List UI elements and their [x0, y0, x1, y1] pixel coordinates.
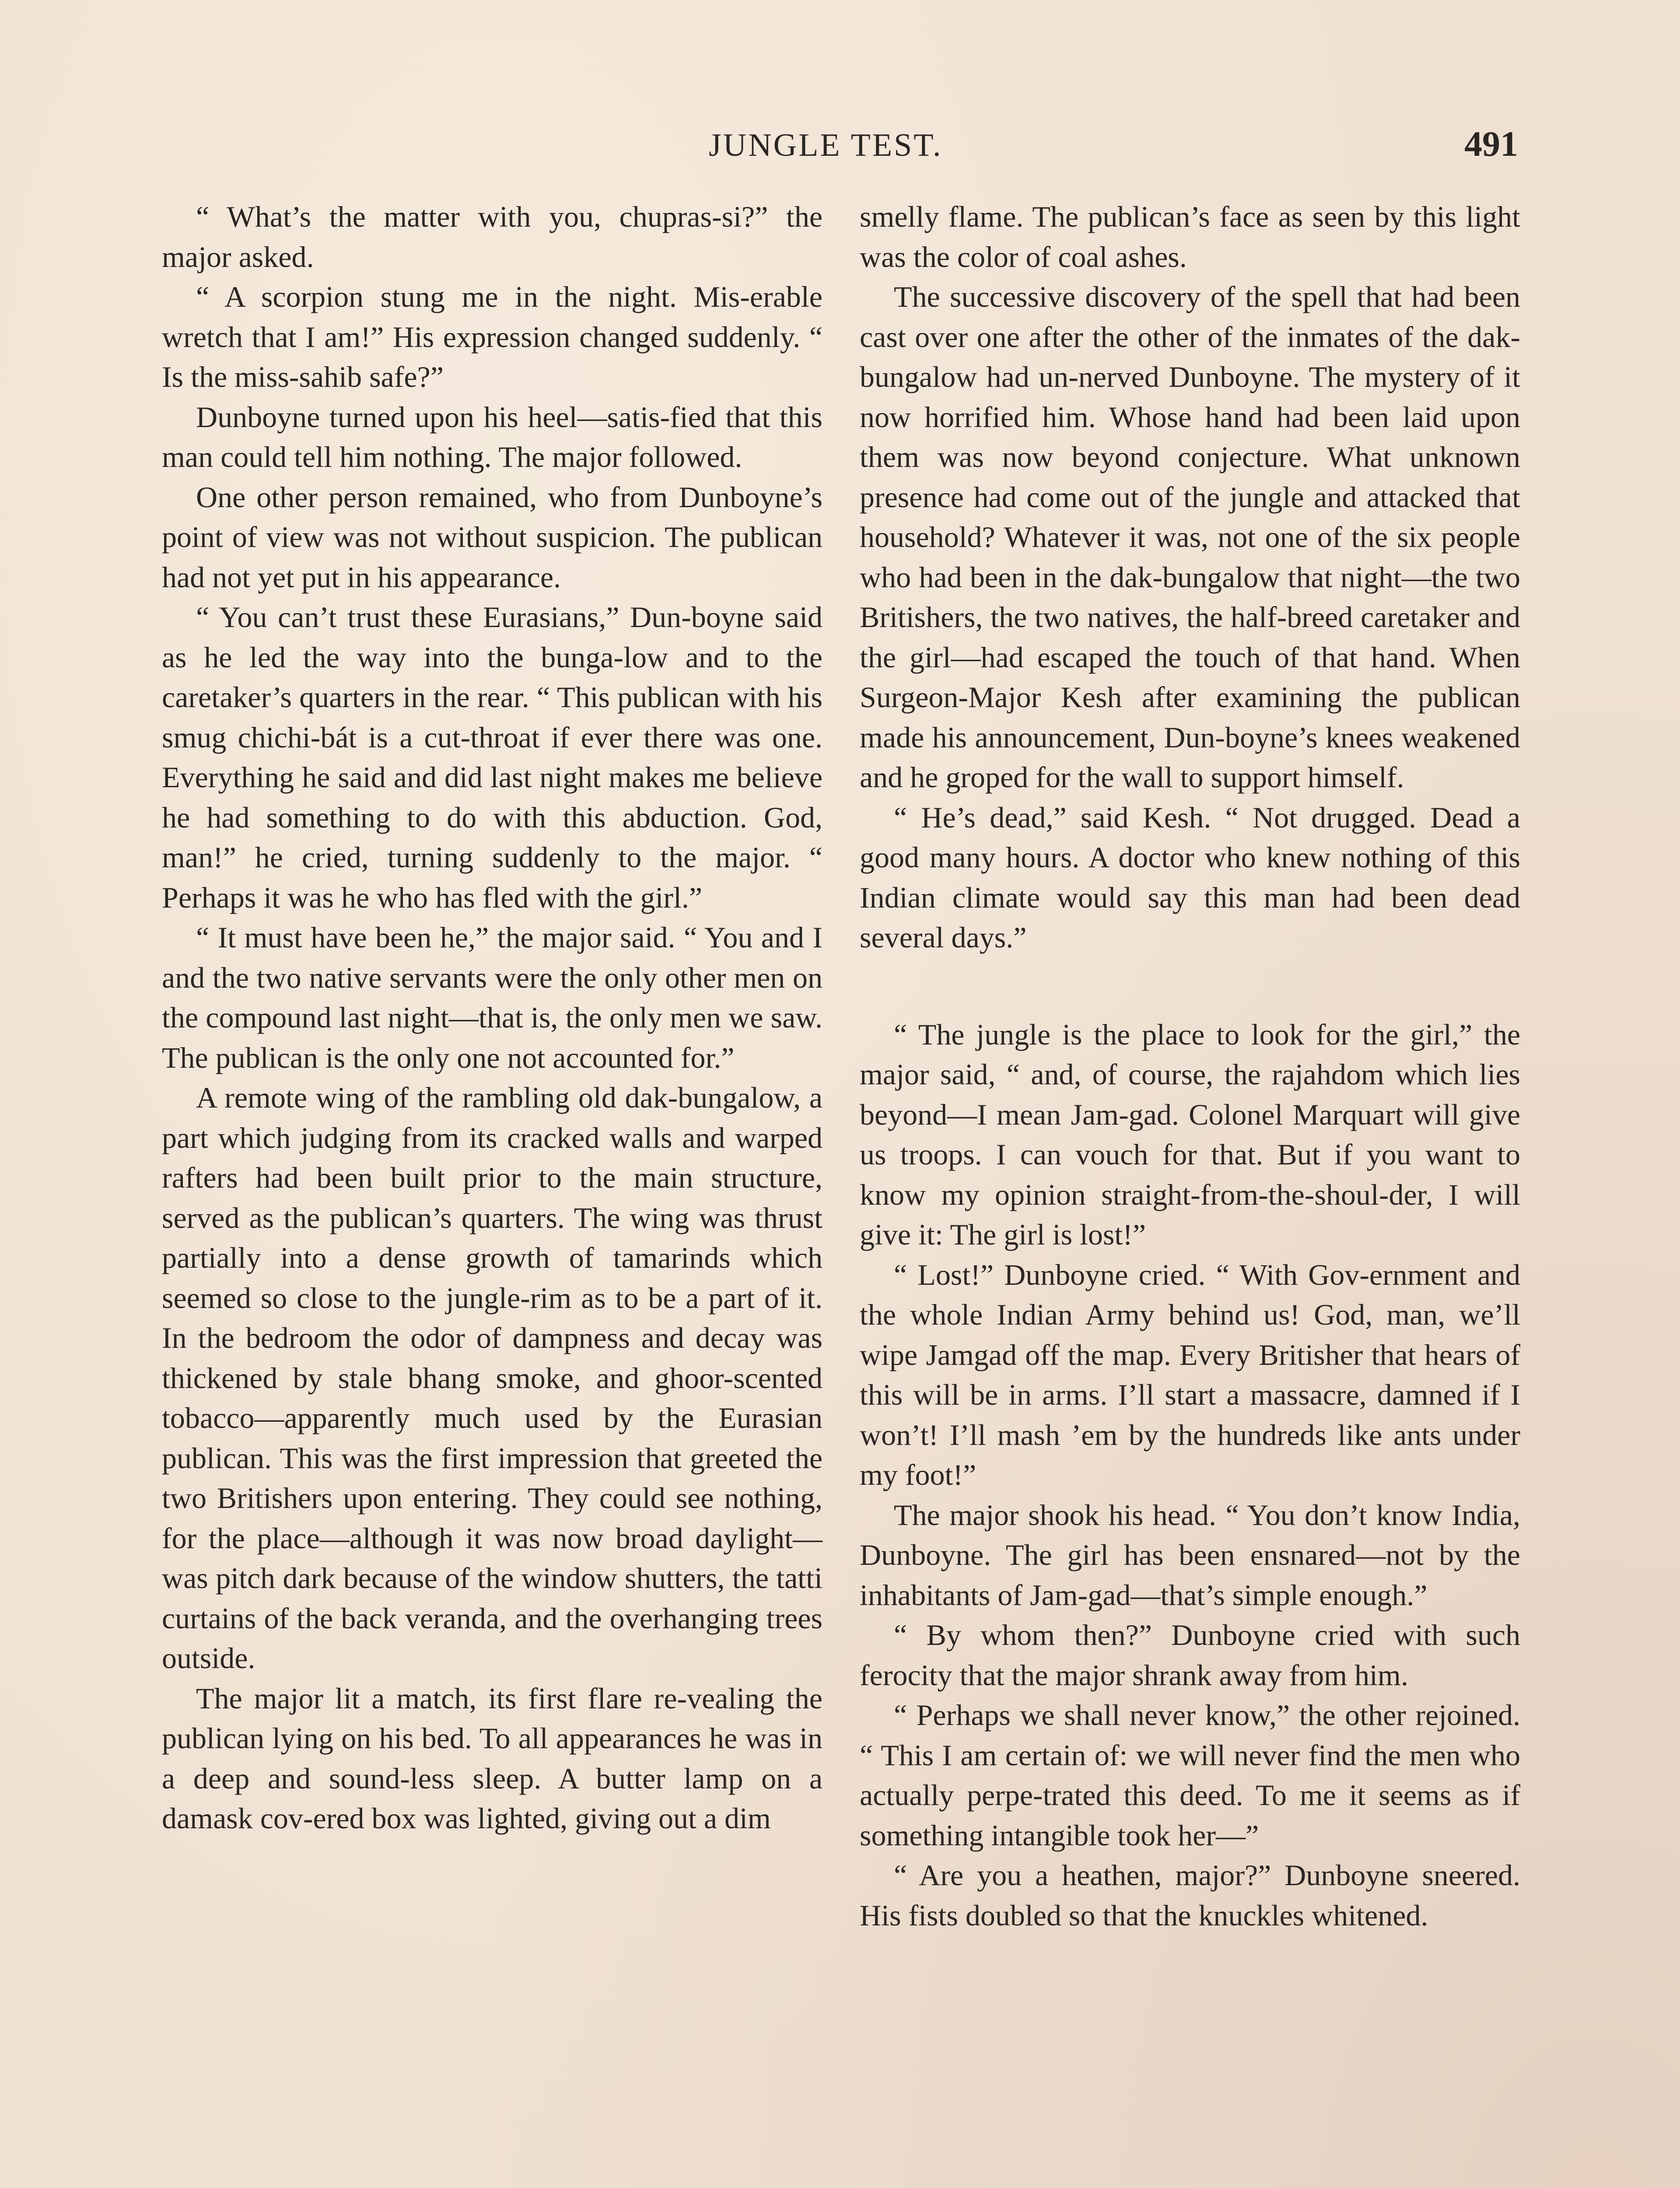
paragraph: “ Perhaps we shall never know,” the other rejoined. “ This I am certain of: we will never find the men who actually perpe-trated this deed. To me it seems as if something intangible took her—”: [860, 1698, 1520, 1852]
paragraph: The major lit a match, its first flare re-vealing the publican lying on his bed. To all appearances he was in a deep and sound-less sleep. A butter lamp on a damask cov-ered box was lighted, giving out a dim: [162, 1681, 822, 1835]
paragraph: “ You can’t trust these Eurasians,” Dun-boyne said as he led the way into the bunga-low and to the caretaker’s quarters in the rear. “ This publican with his smug chichi-bát is a cut-throat if ever there was one. Everything he said and did last night makes me believe he had something to do with this abduction. God, man!” he cried, turning suddenly to the major. “ Perhaps it was he who has fled with the girl.”: [162, 600, 822, 914]
page-header: [162, 124, 1518, 179]
paragraph: “ A scorpion stung me in the night. Mis-erable wretch that I am!” His expression changed suddenly. “ Is the miss-sahib safe?”: [162, 280, 822, 393]
text-columns: [162, 197, 1527, 2188]
right-column: [860, 197, 1520, 1936]
paragraph: “ Are you a heathen, major?” Dunboyne sneered. His fists doubled so that the knuckles whitened.: [860, 1858, 1520, 1932]
paragraph: “ What’s the matter with you, chupras-si?” the major asked.: [162, 200, 822, 274]
paragraph: “ Lost!” Dunboyne cried. “ With Gov-ernment and the whole Indian Army behind us! God, man, we’ll wipe Jamgad off the map. Every Britisher that hears of this will be in arms. I’ll start a massacre, damned if I won’t! I’ll mash ’em by the hundreds like ants under my foot!”: [860, 1258, 1520, 1491]
page-number: 491: [1464, 124, 1518, 164]
paragraph: A remote wing of the rambling old dak-bungalow, a part which judging from its cracked walls and warped rafters had been built prior to the main structure, served as the publican’s quarters. The wing was thrust partially into a dense growth of tamarinds which seemed so close to the jungle-rim as to be a part of it. In the bedroom the odor of dampness and decay was thickened by stale bhang smoke, and ghoor-scented tobacco—apparently much used by the Eurasian publican. This was the first impression that greeted the two Britishers upon entering. They could see nothing, for the place—although it was now broad daylight—was pitch dark because of the window shutters, the tatti curtains of the back veranda, and the overhanging trees outside.: [162, 1081, 822, 1675]
left-column: [162, 197, 822, 1839]
paragraph: “ He’s dead,” said Kesh. “ Not drugged. Dead a good many hours. A doctor who knew nothing of this Indian climate would say this man had been dead several days.”: [860, 800, 1520, 954]
paragraph: “ The jungle is the place to look for the girl,” the major said, “ and, of course, the rajahdom which lies beyond—I mean Jam-gad. Colonel Marquart will give us troops. I can vouch for that. But if you want to know my opinion straight-from-the-shoul-der, I will give it: The girl is lost!”: [860, 1017, 1520, 1251]
paragraph: One other person remained, who from Dunboyne’s point of view was not without suspicion. The publican had not yet put in his appearance.: [162, 480, 822, 594]
paragraph: The major shook his head. “ You don’t know India, Dunboyne. The girl has been ensnared—not by the inhabitants of Jam-gad—that’s simple enough.”: [860, 1498, 1520, 1612]
paragraph: The successive discovery of the spell that had been cast over one after the other of the inmates of the dak-bungalow had un-nerved Dunboyne. The mystery of it now horrified him. Whose hand had been laid upon them was now beyond conjecture. What unknown presence had come out of the jungle and attacked that household? Whatever it was, not one of the six people who had been in the dak-bungalow that night—the two Britishers, the two natives, the half-breed caretaker and the girl—had escaped the touch of that hand. When Surgeon-Major Kesh after examining the publican made his announcement, Dun-boyne’s knees weakened and he groped for the wall to support himself.: [860, 280, 1520, 794]
paragraph: “ By whom then?” Dunboyne cried with such ferocity that the major shrank away from him.: [860, 1618, 1520, 1692]
paragraph: “ It must have been he,” the major said. “ You and I and the two native servants were the only other men on the compound last night—that is, the only men we saw. The publican is the only one not accounted for.”: [162, 921, 822, 1074]
paragraph-continued: smelly flame. The publican’s face as seen by this light was the color of coal ashes.: [860, 200, 1520, 274]
running-title: JUNGLE TEST.: [709, 127, 943, 163]
paragraph: Dunboyne turned upon his heel—satis-fied that this man could tell him nothing. The major followed.: [162, 400, 822, 473]
